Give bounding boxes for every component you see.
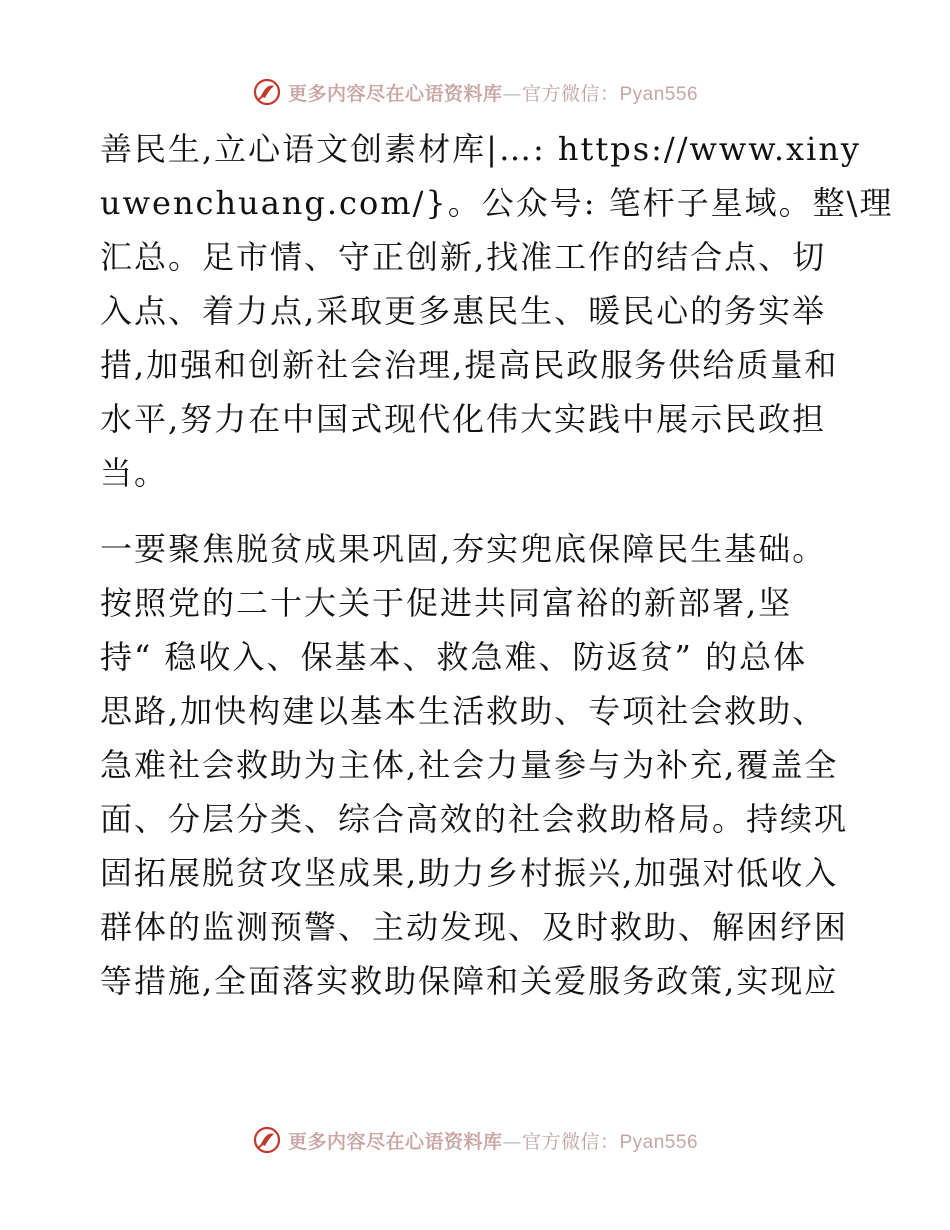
text-line: 急难社会救助为主体,社会力量参与为补充,覆盖全: [100, 746, 839, 784]
header-wechat-id: Pyan556: [619, 83, 699, 105]
paragraph-gap: [100, 500, 860, 522]
brand-logo-icon: [252, 77, 282, 107]
text-line: 面、分层分类、综合高效的社会救助格局。持续巩: [100, 800, 849, 838]
header-banner-text: [288, 79, 698, 106]
text-line: 按照党的二十大关于促进共同富裕的新部署,坚: [100, 584, 793, 622]
footer-banner-text: [288, 1127, 698, 1154]
document-body: [100, 122, 894, 1008]
text-line: uwenchuang.com/}。公众号: 笔杆子星域。整\理: [100, 184, 894, 222]
text-line: 等措施,全面落实救助保障和关爱服务政策,实现应: [100, 962, 839, 1000]
text-line: 措,加强和创新社会治理,提高民政服务供给质量和: [100, 346, 839, 384]
footer-banner: [0, 1120, 950, 1160]
text-line: 汇总。足市情、守正创新,找准工作的结合点、切: [100, 238, 827, 276]
text-line: 善民生,立心语文创素材库|…: https://www.xiny: [100, 130, 862, 168]
header-site-name: 更多内容尽在心语资料库: [287, 82, 503, 105]
text-line: 入点、着力点,采取更多惠民生、暖民心的务实举: [100, 292, 827, 330]
footer-wechat-id: Pyan556: [619, 1131, 699, 1153]
text-line: 水平,努力在中国式现代化伟大实践中展示民政担: [100, 400, 827, 438]
footer-site-name: 更多内容尽在心语资料库: [287, 1130, 503, 1153]
header-banner: [0, 72, 950, 112]
text-line: 一要聚焦脱贫成果巩固,夯实兜底保障民生基础。: [100, 530, 827, 568]
text-line: 持“ 稳收入、保基本、救急难、防返贫” 的总体: [100, 638, 808, 676]
paragraph-1: [100, 122, 894, 500]
text-line: 当。: [100, 454, 169, 492]
text-line: 群体的监测预警、主动发现、及时救助、解困纾困: [100, 908, 849, 946]
text-line: 固拓展脱贫攻坚成果,助力乡村振兴,加强对低收入: [100, 854, 839, 892]
header-wechat-label: 官方微信：: [521, 82, 620, 105]
text-line: 思路,加快构建以基本生活救助、专项社会救助、: [100, 692, 827, 730]
paragraph-2: [100, 522, 860, 1008]
header-separator: —: [502, 82, 522, 105]
footer-separator: —: [502, 1130, 522, 1153]
brand-logo-icon: [252, 1125, 282, 1155]
footer-wechat-label: 官方微信：: [521, 1130, 620, 1153]
